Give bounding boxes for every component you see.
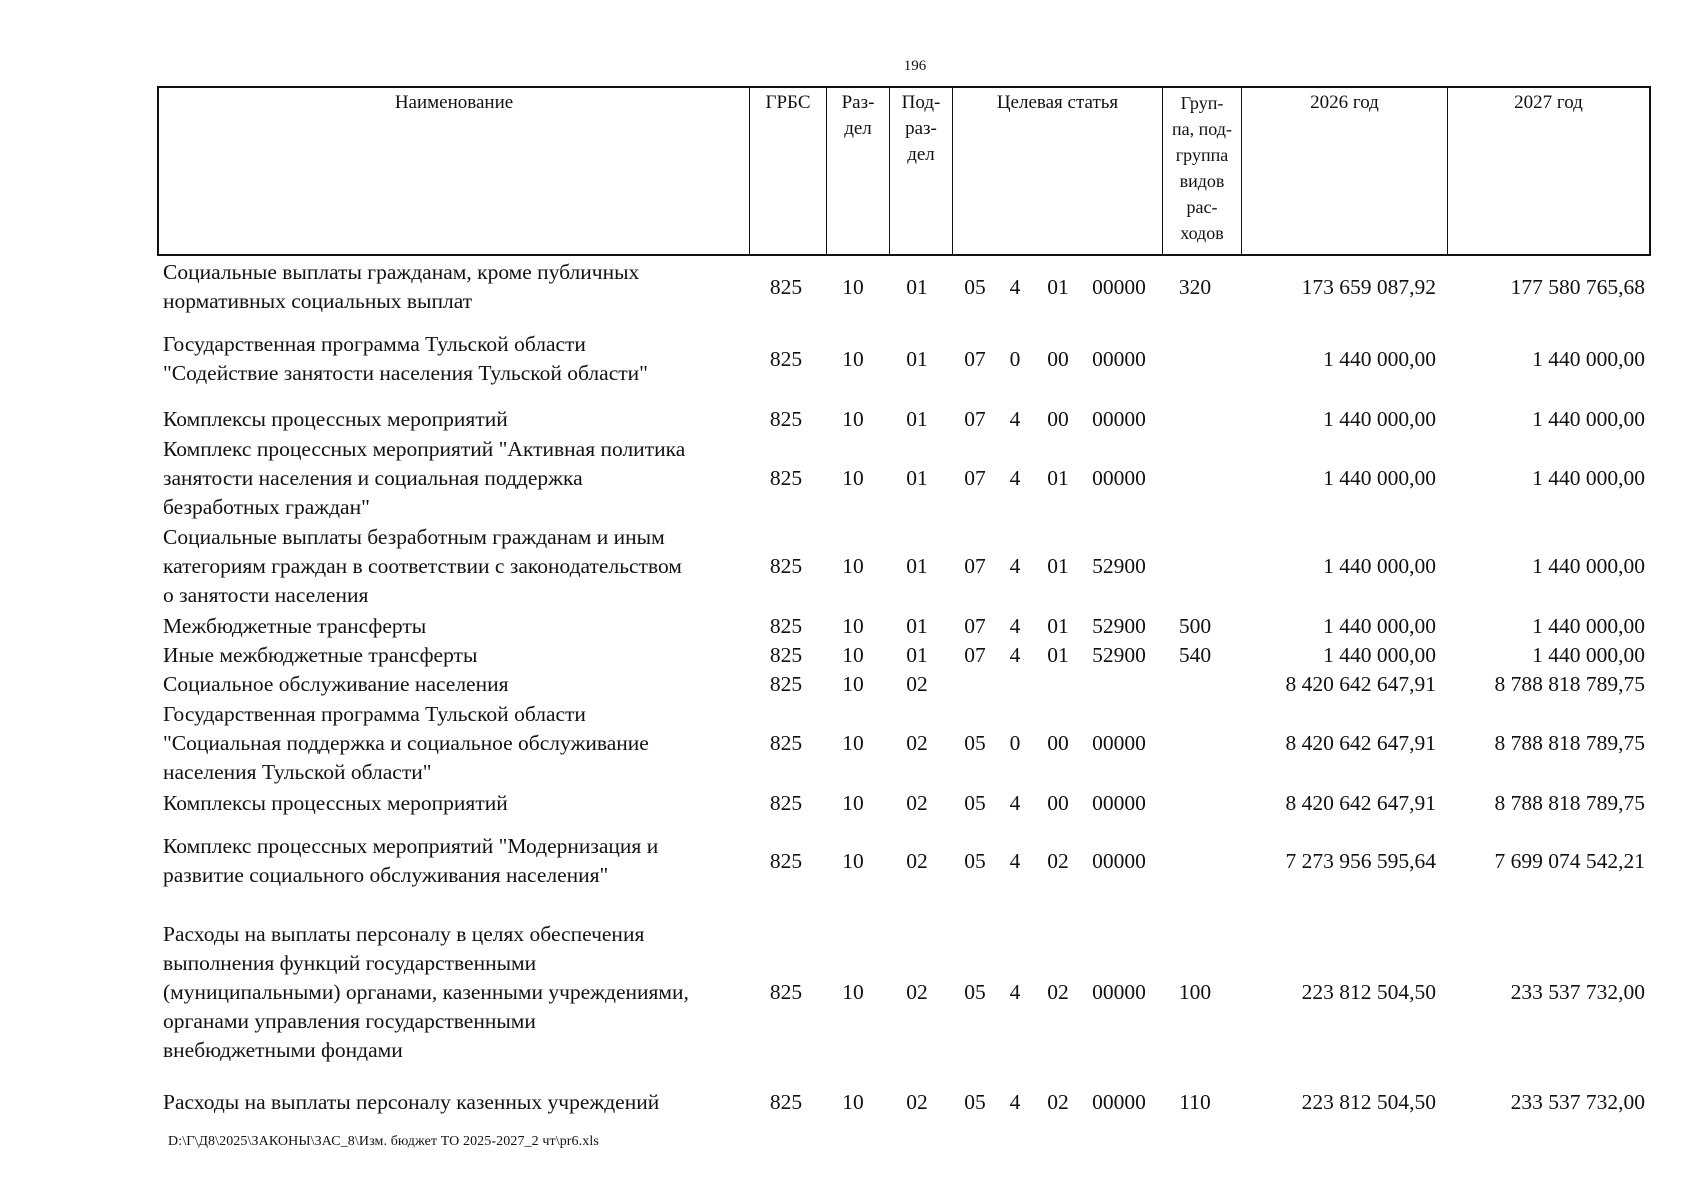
header-razdel-line: дел [844,118,872,139]
row-name-line: Государственная программа Тульской области [163,701,586,726]
row-podrazdel: 01 [906,406,928,431]
row-expense-group: 540 [1178,643,1212,667]
row-target-type: 4 [1009,406,1021,431]
header-podrazdel-line: раз- [905,118,937,139]
row-target-subprogram [1036,670,1080,699]
row-podrazdel: 02 [906,672,928,696]
row-grbs: 825 [769,465,803,490]
row-name-line: Комплексы процессных мероприятий [163,406,508,431]
header-group-line: рас- [1186,197,1218,217]
row-podrazdel: 01 [906,614,928,638]
row-target-direction [1084,670,1154,699]
row-expense-group: 100 [1178,980,1212,1004]
row-razdel: 10 [842,790,864,815]
row-amount-2027: 233 537 732,00 [1510,980,1645,1004]
row-expense-group [1160,788,1230,818]
row-grbs: 825 [769,730,803,755]
table-row [0,522,1694,610]
row-amount-2027: 1 440 000,00 [1532,346,1645,371]
header-target-label: Целевая статья [996,92,1119,113]
row-amount-2027: 233 537 732,00 [1510,1089,1645,1114]
row-grbs: 825 [769,643,803,667]
row-grbs: 825 [769,848,803,873]
row-name [163,258,748,316]
row-amount-2027: 1 440 000,00 [1532,406,1645,431]
row-name [163,404,748,434]
row-target-type: 4 [1009,848,1021,873]
row-target-type [1000,670,1030,699]
row-name-line: Социальное обслуживание населения [163,672,509,696]
header-grbs-label: ГРБС [765,92,811,113]
row-name-line: органами управления государственными [163,1009,536,1033]
table-row [0,612,1694,641]
row-name [163,434,748,522]
row-name-line: Расходы на выплаты персоналу в целях обеспечения [163,922,645,946]
row-grbs: 825 [769,790,803,815]
row-amount-2026: 1 440 000,00 [1323,406,1436,431]
row-grbs: 825 [769,346,803,371]
row-target-type: 4 [1009,553,1021,578]
row-target-subprogram: 00 [1047,406,1069,431]
row-grbs: 825 [769,553,803,578]
row-name [163,522,748,610]
row-name-line: Иные межбюджетные трансферты [163,643,478,667]
row-target-program: 07 [964,465,986,490]
header-group-line: Груп- [1180,93,1224,113]
row-target-subprogram: 01 [1047,553,1069,578]
row-name [163,699,748,787]
row-podrazdel: 02 [906,980,928,1004]
row-razdel: 10 [842,274,864,299]
row-name-line: Комплекс процессных мероприятий "Активная политика [163,436,686,461]
row-target-subprogram: 00 [1047,346,1069,371]
table-row [0,641,1694,670]
row-podrazdel: 01 [906,274,928,299]
row-amount-2027: 1 440 000,00 [1532,614,1645,638]
row-target-program: 05 [964,790,986,815]
row-razdel: 10 [842,1089,864,1114]
row-target-subprogram: 02 [1047,980,1069,1004]
row-amount-2026: 1 440 000,00 [1323,346,1436,371]
row-target-subprogram: 00 [1047,790,1069,815]
row-expense-group [1160,522,1230,610]
row-razdel: 10 [842,643,864,667]
row-expense-group [1160,699,1230,787]
row-expense-group [1160,404,1230,434]
row-target-direction: 52900 [1092,614,1146,638]
row-target-program: 07 [964,406,986,431]
row-amount-2027: 1 440 000,00 [1532,553,1645,578]
row-name-line: населения Тульской области" [163,759,432,784]
row-amount-2026: 8 420 642 647,91 [1285,790,1436,815]
table-row [0,788,1694,818]
table-row [0,820,1694,902]
row-name [163,641,748,670]
row-name [163,330,748,388]
row-razdel: 10 [842,614,864,638]
row-razdel: 10 [842,730,864,755]
row-name-line: нормативных социальных выплат [163,289,473,313]
row-name-line: Межбюджетные трансферты [163,614,427,638]
row-target-direction: 00000 [1092,848,1146,873]
row-razdel: 10 [842,406,864,431]
row-name [163,1080,748,1124]
row-name-line: занятости населения и социальная поддержка [163,465,583,490]
row-target-subprogram: 01 [1047,614,1069,638]
header-group-line: па, под- [1172,119,1232,139]
row-target-subprogram: 01 [1047,274,1069,299]
row-target-program: 07 [964,643,986,667]
row-podrazdel: 02 [906,730,928,755]
row-amount-2027: 8 788 818 789,75 [1494,730,1645,755]
row-razdel: 10 [842,465,864,490]
row-amount-2026: 1 440 000,00 [1323,614,1436,638]
row-podrazdel: 01 [906,643,928,667]
row-name-line: развитие социального обслуживания населения" [163,863,609,887]
header-podrazdel-line: дел [907,144,935,165]
row-name-line: внебюджетными фондами [163,1038,403,1062]
row-razdel: 10 [842,980,864,1004]
row-target-subprogram: 00 [1047,730,1069,755]
row-expense-group: 110 [1179,1089,1211,1114]
row-target-type: 4 [1009,465,1021,490]
row-name-line: "Содействие занятости населения Тульской области" [163,361,648,385]
row-target-program: 05 [964,274,986,299]
row-target-direction: 52900 [1092,553,1146,578]
row-target-program: 05 [964,980,986,1004]
row-expense-group: 320 [1178,274,1212,299]
row-amount-2026: 1 440 000,00 [1323,465,1436,490]
header-name-label: Наименование [394,92,514,113]
row-expense-group: 500 [1178,614,1212,638]
row-target-direction: 00000 [1092,274,1146,299]
row-podrazdel: 01 [906,465,928,490]
row-target-type: 4 [1009,790,1021,815]
table-row [0,330,1694,388]
row-target-direction: 00000 [1092,465,1146,490]
file-path-footer: D:\Г\Д8\2025\ЗАКОНЫ\ЗАС_8\Изм. бюджет ТО 2025-2027_2 чт\pr6.xls [168,1134,599,1149]
row-target-subprogram: 02 [1047,848,1069,873]
row-expense-group [1160,434,1230,522]
row-podrazdel: 02 [906,848,928,873]
row-name-line: Комплекс процессных мероприятий "Модернизация и [163,834,659,858]
row-target-program: 05 [964,730,986,755]
row-name-line: выполнения функций государственными [163,951,537,975]
row-target-type: 4 [1009,614,1021,638]
table-row [0,258,1694,316]
row-razdel: 10 [842,346,864,371]
row-podrazdel: 01 [906,346,928,371]
row-amount-2026: 1 440 000,00 [1323,553,1436,578]
row-target-direction: 00000 [1092,980,1146,1004]
row-target-type: 0 [1009,730,1021,755]
row-razdel: 10 [842,672,864,696]
row-target-subprogram: 01 [1047,643,1069,667]
row-amount-2026: 173 659 087,92 [1301,274,1436,299]
row-name-line: Государственная программа Тульской области [163,332,586,356]
row-podrazdel: 01 [906,553,928,578]
header-razdel-line: Раз- [841,92,875,113]
row-target-direction: 00000 [1092,730,1146,755]
row-amount-2026: 8 420 642 647,91 [1285,672,1436,696]
row-target-type: 0 [1009,346,1021,371]
row-target-direction: 00000 [1092,790,1146,815]
row-amount-2027: 8 788 818 789,75 [1494,790,1645,815]
row-amount-2026: 223 812 504,50 [1301,980,1436,1004]
row-target-program: 05 [964,1089,986,1114]
row-target-type: 4 [1009,1089,1021,1114]
table-row [0,670,1694,699]
row-amount-2027: 1 440 000,00 [1532,465,1645,490]
row-amount-2026: 1 440 000,00 [1323,643,1436,667]
row-name [163,905,748,1080]
row-grbs: 825 [769,274,803,299]
row-name-line: Комплексы процессных мероприятий [163,790,508,815]
row-name-line: о занятости населения [163,582,369,607]
row-expense-group [1160,670,1230,699]
header-group-line: видов [1179,171,1225,191]
table-row [0,905,1694,1080]
row-name-line: категориям граждан в соответствии с законодательством [163,553,682,578]
header-group-line: группа [1175,145,1229,165]
header-podrazdel-line: Под- [901,92,941,113]
row-amount-2026: 223 812 504,50 [1301,1089,1436,1114]
header-group-line: ходов [1180,223,1224,243]
row-name-line: "Социальная поддержка и социальное обслуживание [163,730,649,755]
header-year-2027-label: 2027 год [1514,92,1583,113]
row-grbs: 825 [769,1089,803,1114]
row-amount-2027: 7 699 074 542,21 [1494,848,1645,873]
row-target-type: 4 [1009,274,1021,299]
row-name [163,820,748,902]
row-target-program [955,670,995,699]
row-grbs: 825 [769,980,803,1004]
row-amount-2027: 8 788 818 789,75 [1494,672,1645,696]
row-target-direction: 00000 [1092,346,1146,371]
row-podrazdel: 02 [906,790,928,815]
row-target-type: 4 [1009,980,1021,1004]
row-target-program: 05 [964,848,986,873]
row-amount-2026: 8 420 642 647,91 [1285,730,1436,755]
table-row [0,1080,1694,1124]
row-name [163,670,748,699]
row-grbs: 825 [769,672,803,696]
row-amount-2027: 177 580 765,68 [1510,274,1645,299]
row-target-program: 07 [964,614,986,638]
row-target-direction: 52900 [1092,643,1146,667]
row-name [163,788,748,818]
row-target-direction: 00000 [1092,406,1146,431]
row-name-line: (муниципальными) органами, казенными учреждениями, [163,980,689,1004]
table-row [0,434,1694,522]
row-name-line: Социальные выплаты безработным гражданам и иным [163,524,665,549]
header-year-2026-label: 2026 год [1310,92,1379,113]
row-target-subprogram: 01 [1047,465,1069,490]
row-target-program: 07 [964,553,986,578]
row-name-line: Расходы на выплаты персоналу казенных учреждений [163,1089,660,1114]
table-row [0,404,1694,434]
row-name-line: Социальные выплаты гражданам, кроме публичных [163,260,640,284]
row-target-subprogram: 02 [1047,1089,1069,1114]
row-expense-group [1160,330,1230,388]
table-row [0,699,1694,787]
row-name-line: безработных граждан" [163,494,370,519]
row-amount-2027: 1 440 000,00 [1532,643,1645,667]
row-target-program: 07 [964,346,986,371]
row-target-direction: 00000 [1092,1089,1146,1114]
row-grbs: 825 [769,406,803,431]
row-amount-2026: 7 273 956 595,64 [1285,848,1436,873]
row-podrazdel: 02 [906,1089,928,1114]
row-name [163,612,748,641]
row-razdel: 10 [842,848,864,873]
row-expense-group [1160,820,1230,902]
page-number: 196 [903,58,927,74]
row-target-type: 4 [1009,643,1021,667]
row-grbs: 825 [769,614,803,638]
row-razdel: 10 [842,553,864,578]
